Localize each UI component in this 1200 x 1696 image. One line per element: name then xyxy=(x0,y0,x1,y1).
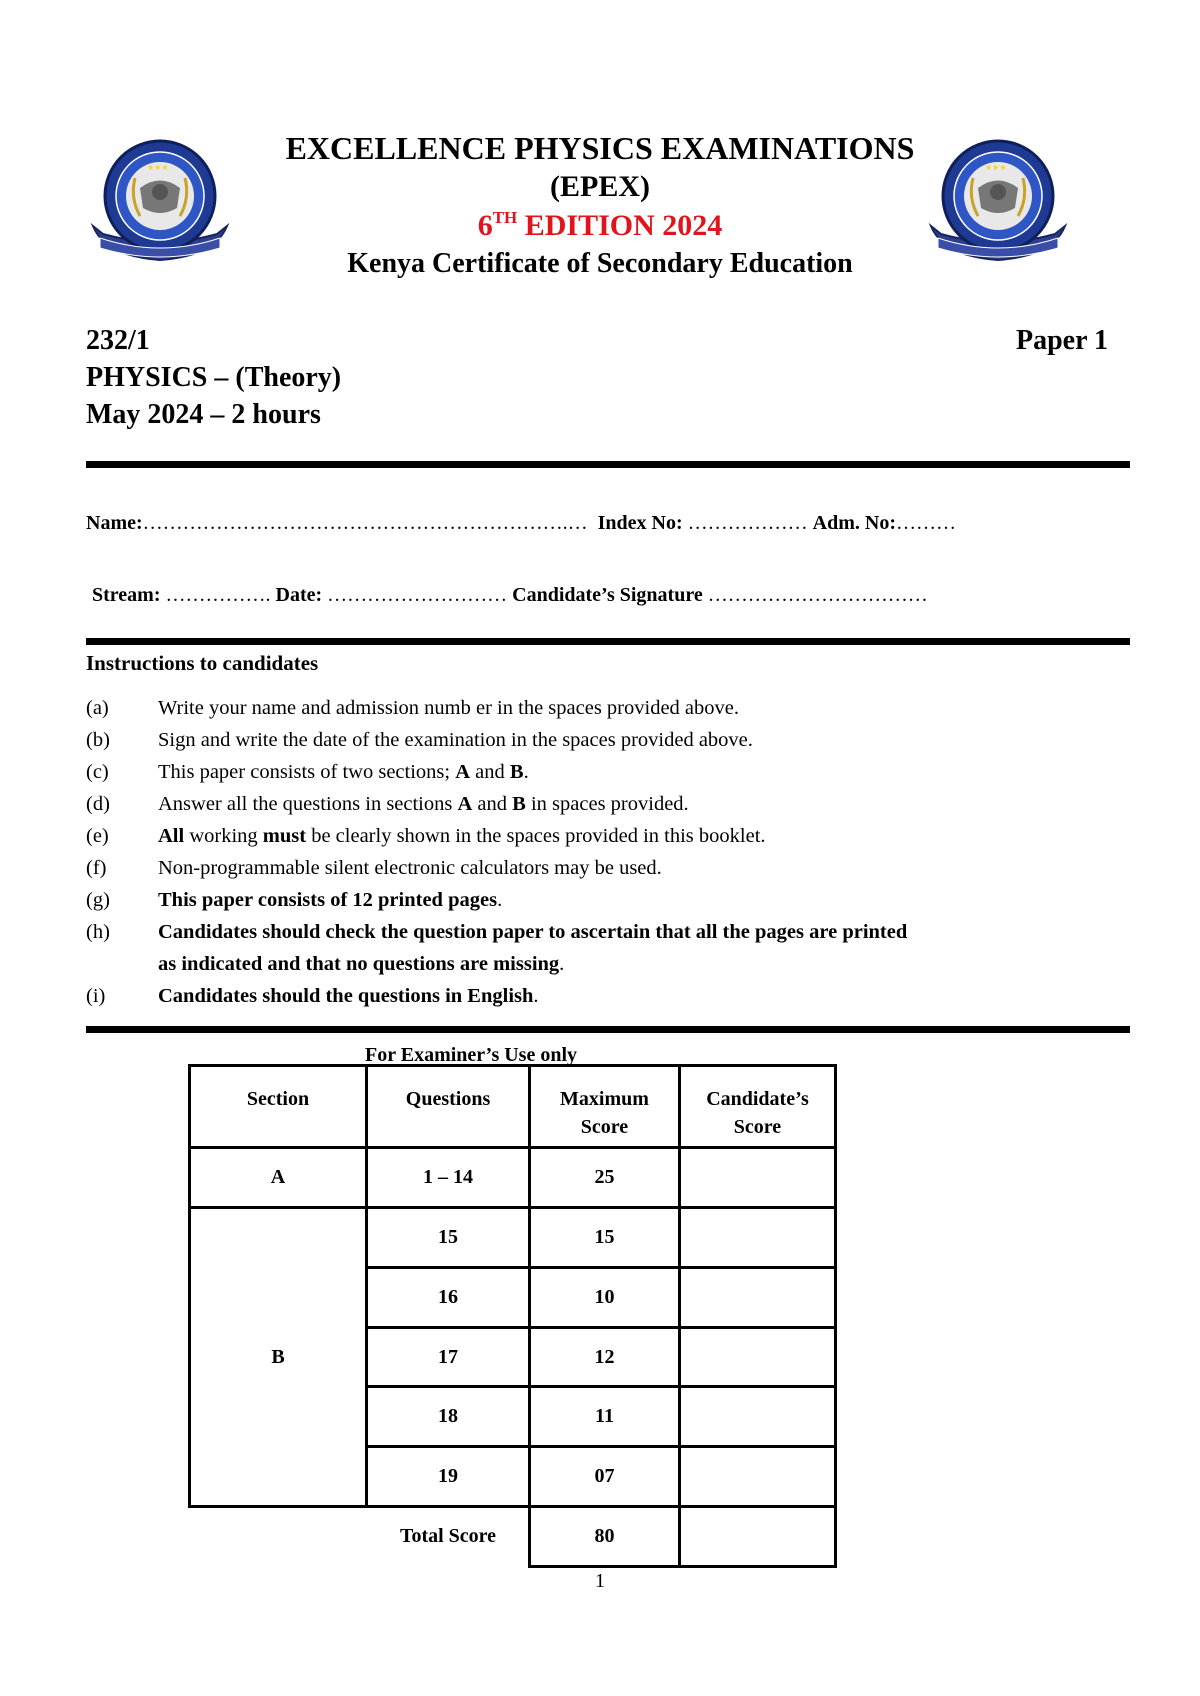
instruction-bold: A xyxy=(455,761,471,783)
edition-suffix: TH xyxy=(492,208,518,227)
candidate-details-row-1 xyxy=(86,512,956,535)
total-score-label: Total Score xyxy=(399,1525,497,1547)
instruction-bold: B xyxy=(509,761,524,783)
paper-subject: PHYSICS – (Theory) xyxy=(86,362,342,393)
edition-number: 6 xyxy=(477,209,493,242)
instruction-item xyxy=(86,921,907,944)
section-cell: B xyxy=(188,1206,368,1508)
instruction-letter: (e) xyxy=(86,825,109,847)
candidate-score-cell[interactable] xyxy=(678,1326,837,1388)
header-candidate-score: Candidate’s Score xyxy=(678,1064,837,1149)
exam-subtitle: Kenya Certificate of Secondary Education xyxy=(347,248,853,279)
instruction-letter: (i) xyxy=(86,985,106,1007)
candidate-score-cell[interactable] xyxy=(678,1385,837,1448)
max-score-cell: 12 xyxy=(528,1326,681,1388)
question-cell: 1 – 14 xyxy=(365,1146,531,1209)
candidate-score-cell[interactable] xyxy=(678,1146,837,1209)
instruction-letter: (h) xyxy=(86,921,110,943)
instruction-bold: Candidates should the questions in English xyxy=(158,985,534,1007)
instruction-letter: (f) xyxy=(86,857,107,879)
instruction-item xyxy=(86,697,739,720)
svg-text:★★★: ★★★ xyxy=(985,163,1007,172)
candidate-score-cell[interactable] xyxy=(678,1266,837,1329)
instruction-item xyxy=(86,729,753,752)
exam-acronym: (EPEX) xyxy=(550,170,650,203)
date-label: Date: xyxy=(275,584,323,606)
total-candidate-score[interactable] xyxy=(678,1505,837,1568)
instruction-text: . xyxy=(523,761,529,783)
max-score-cell: 07 xyxy=(528,1445,681,1508)
question-cell: 19 xyxy=(365,1445,531,1508)
divider xyxy=(86,1026,1130,1033)
section-cell: A xyxy=(188,1146,368,1209)
paper-date-duration: May 2024 – 2 hours xyxy=(86,399,321,430)
instruction-item xyxy=(86,761,529,784)
question-cell: 16 xyxy=(365,1266,531,1329)
instruction-item xyxy=(86,793,689,816)
divider xyxy=(86,461,1130,468)
total-max-score: 80 xyxy=(528,1505,681,1568)
instruction-text: Write your name and admission numb er in the spaces provided above. xyxy=(158,697,739,719)
instruction-bold: must xyxy=(262,825,307,847)
instruction-text: . xyxy=(533,985,539,1007)
candidate-score-cell[interactable] xyxy=(678,1206,837,1269)
index-field[interactable]: ……………… xyxy=(687,512,808,534)
instructions-title: Instructions to candidates xyxy=(86,651,319,675)
exam-title: EXCELLENCE PHYSICS EXAMINATIONS xyxy=(285,130,915,166)
signature-field[interactable]: …………………………… xyxy=(707,584,928,606)
candidate-details-row-2 xyxy=(92,584,928,607)
instruction-text: Non-programmable silent electronic calculators may be used. xyxy=(158,857,662,879)
instruction-text: and xyxy=(472,793,513,815)
adm-label: Adm. No: xyxy=(812,512,896,534)
svg-text:★★★: ★★★ xyxy=(147,163,169,172)
instruction-text: and xyxy=(470,761,510,783)
question-cell: 18 xyxy=(365,1385,531,1448)
instruction-text: Sign and write the date of the examination in the spaces provided above. xyxy=(158,729,753,751)
name-field[interactable]: ……………………………………………………….… xyxy=(142,512,588,534)
instruction-letter: (b) xyxy=(86,729,110,751)
header-questions: Questions xyxy=(365,1064,531,1149)
index-label: Index No: xyxy=(597,512,683,534)
instruction-item-continued xyxy=(86,953,564,976)
question-cell: 15 xyxy=(365,1206,531,1269)
instruction-text: be clearly shown in the spaces provided in this booklet. xyxy=(306,825,766,847)
edition-line xyxy=(0,208,1200,243)
max-score-cell: 10 xyxy=(528,1266,681,1329)
instruction-letter: (d) xyxy=(86,793,110,815)
instruction-text: . xyxy=(559,953,565,975)
instruction-text: Answer all the questions in sections xyxy=(158,793,458,815)
stream-label: Stream: xyxy=(92,584,161,606)
stream-field[interactable]: ……………. xyxy=(165,584,271,606)
header-max-score: Maximum Score xyxy=(528,1064,681,1149)
instruction-text: This paper consists of two sections; xyxy=(158,761,456,783)
date-field[interactable]: ……………………… xyxy=(327,584,508,606)
edition-text: EDITION 2024 xyxy=(517,209,723,242)
instruction-item xyxy=(86,825,766,848)
instruction-text: in spaces provided. xyxy=(525,793,689,815)
divider xyxy=(86,638,1130,645)
max-score-cell: 25 xyxy=(528,1146,681,1209)
header-section: Section xyxy=(188,1064,368,1149)
question-cell: 17 xyxy=(365,1326,531,1388)
max-score-cell: 15 xyxy=(528,1206,681,1269)
instruction-letter: (c) xyxy=(86,761,109,783)
examiner-caption: For Examiner’s Use only xyxy=(365,1044,578,1066)
instruction-item xyxy=(86,857,662,880)
paper-number: Paper 1 xyxy=(1015,325,1108,356)
instruction-letter: (g) xyxy=(86,889,110,911)
instruction-text: working xyxy=(184,825,263,847)
signature-label: Candidate’s Signature xyxy=(512,584,703,606)
instruction-letter: (a) xyxy=(86,697,109,719)
instruction-bold: Candidates should check the question paper to ascertain that all the pages are printed xyxy=(158,921,908,943)
name-label: Name: xyxy=(86,512,143,534)
candidate-score-cell[interactable] xyxy=(678,1445,837,1508)
instruction-bold: A xyxy=(457,793,473,815)
instruction-text: . xyxy=(497,889,503,911)
adm-field[interactable]: ……… xyxy=(896,512,956,534)
instruction-bold: B xyxy=(512,793,526,815)
paper-code: 232/1 xyxy=(86,325,150,356)
instruction-bold: This paper consists of 12 printed pages xyxy=(158,889,498,911)
page-number: 1 xyxy=(595,1570,605,1592)
instruction-bold: as indicated and that no questions are missing xyxy=(158,953,560,975)
instruction-item xyxy=(86,985,539,1008)
instruction-bold: All xyxy=(158,825,185,847)
max-score-cell: 11 xyxy=(528,1385,681,1448)
instruction-item xyxy=(86,889,502,912)
